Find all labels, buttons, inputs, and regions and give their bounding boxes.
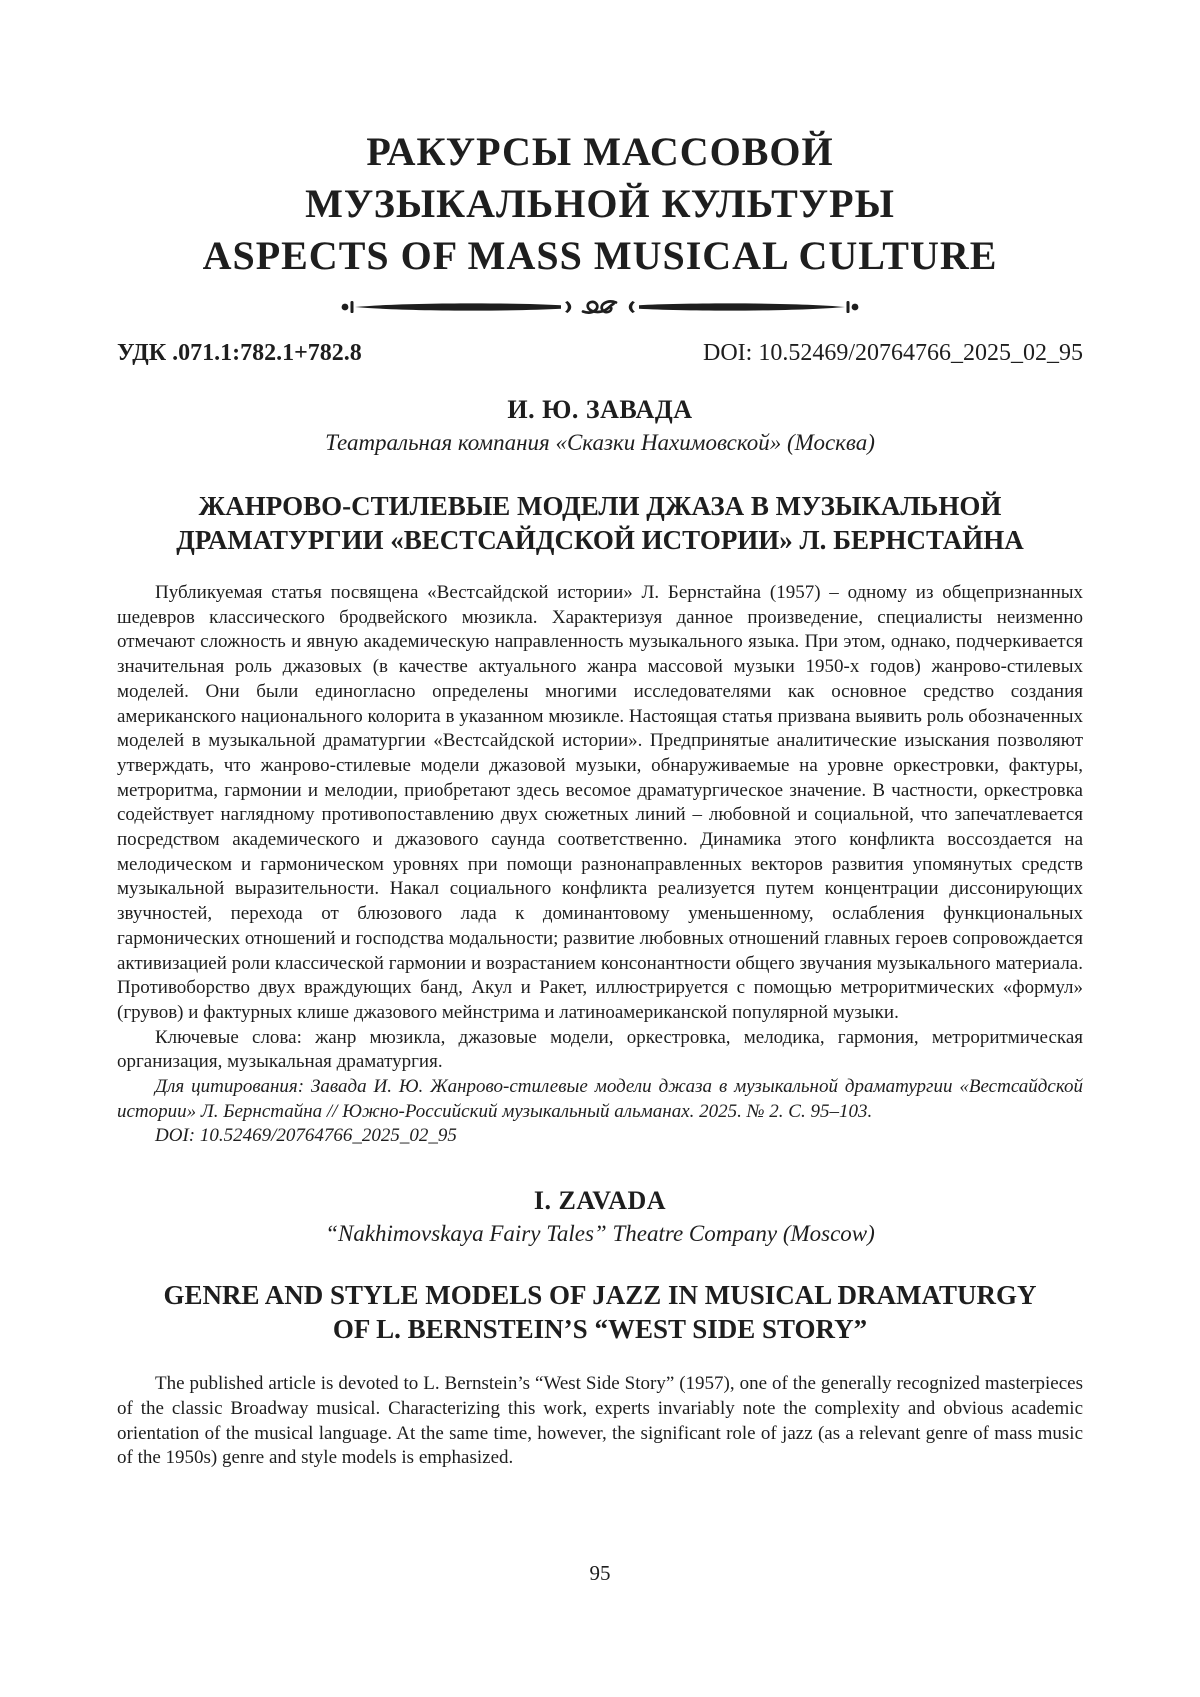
article-title-ru-line1: ЖАНРОВО-СТИЛЕВЫЕ МОДЕЛИ ДЖАЗА В МУЗЫКАЛЬНОЙ bbox=[198, 491, 1002, 521]
affiliation-en: “Nakhimovskaya Fairy Tales” Theatre Company (Moscow) bbox=[325, 1221, 875, 1247]
abstract-en: The published article is devoted to L. Bernstein’s “West Side Story” (1957), one of the generally recognized masterpieces of the classic Broadway musical. Characterizing this work, experts invariably note the complexity and obvious academic orientation of the musical language. At the same time, however, the significant role of jazz (as a relevant genre of mass music of the 1950s) genre and style models is emphasized. bbox=[117, 1373, 1083, 1469]
section-header bbox=[117, 126, 1083, 316]
keywords-text: жанр мюзикла, джазовые модели, оркестровка, мелодика, гармония, метроритмическая организация, музыкальная драматургия. bbox=[117, 1026, 1083, 1073]
article-title-en-line1: GENRE AND STYLE MODELS OF JAZZ IN MUSICAL DRAMATURGY bbox=[163, 1280, 1037, 1311]
author-ru: И. Ю. ЗАВАДА bbox=[507, 395, 693, 424]
page-number: 95 bbox=[589, 1561, 611, 1585]
article-title-en-line2: OF L. BERNSTEIN’S “WEST SIDE STORY” bbox=[332, 1314, 868, 1345]
section-title-ru-line1: РАКУРСЫ МАССОВОЙ bbox=[366, 129, 834, 174]
citation-text: Завада И. Ю. Жанрово-стилевые модели джаза в музыкальной драматургии «Вестсайдской истории» Л. Бернстайна // Южно-Российский музыкальный альманах. 2025. № 2. С. 95–103. bbox=[117, 1076, 1083, 1122]
article-title-ru bbox=[117, 489, 1083, 557]
citation-label: Для цитирования: bbox=[155, 1076, 311, 1098]
article-title-en bbox=[117, 1278, 1083, 1346]
meta-row bbox=[117, 338, 1083, 368]
abstract-ru: Публикуемая статья посвящена «Вестсайдской истории» Л. Бернстайна (1957) – одному из общепризнанных шедевров классического бродвейского мюзикла. Характеризуя данное произведение, специалисты неизменно отмечают сложность и явную академическую направленность музыкального языка. При этом, однако, подчеркивается значительная роль джазовых (в качестве актуального жанра массовой музыки 1950-х годов) жанрово-стилевых моделей. Они были единогласно определены многими исследователями как основное средство создания американского национального колорита в указанном мюзикле. Настоящая статья призвана выявить роль обозначенных моделей в музыкальной драматургии «Вестсайдской истории». Предпринятые аналитические изыскания позволяют утверждать, что жанрово-стилевые модели джазовой музыки, обнаруживаемые на уровне оркестровки, фактуры, метроритма, гармонии и мелодии, приобретают здесь весомое драматургическое значение. В частности, оркестровка содействует наглядному противопоставлению двух сюжетных линий – любовной и социальной, что запечатлевается посредством академического и джазового саунда соответственно. Динамика этого конфликта воссоздается на мелодическом и гармоническом уровнях при помощи разнонаправленных векторов развития упомянутых средств музыкальной выразительности. Накал социального конфликта реализуется путем концентрации диссонирующих звучностей, перехода от блюзового лада к доминантовому уменьшенному, ослабления функциональных гармонических отношений и господства модальности; развитие любовных отношений главных героев сопровождается активизацией роли классической гармонии и возрастанием консонантности общего звучания музыкального материала. Противоборство двух враждующих банд, Акул и Ракет, иллюстрируется с помощью метроритмических «формул» (грувов) и фактурных клише джазового мейнстрима и латиноамериканской популярной музыки. bbox=[117, 582, 1083, 1023]
doi-citation: DOI: 10.52469/20764766_2025_02_95 bbox=[155, 1125, 457, 1147]
doi-top: DOI: 10.52469/20764766_2025_02_95 bbox=[703, 340, 1083, 366]
article-en bbox=[117, 1185, 1083, 1471]
keywords-ru bbox=[117, 1026, 1083, 1075]
divider-ornament-icon bbox=[340, 298, 860, 316]
section-title-en: ASPECTS OF MASS MUSICAL CULTURE bbox=[202, 233, 998, 278]
citation-ru bbox=[117, 1075, 1083, 1124]
article-ru bbox=[117, 394, 1083, 1149]
keywords-label: Ключевые слова: bbox=[155, 1026, 316, 1048]
udc-code: УДК .071.1:782.1+782.8 bbox=[117, 340, 362, 366]
author-en: I. ZAVADA bbox=[533, 1186, 667, 1216]
section-title-ru-line2: МУЗЫКАЛЬНОЙ КУЛЬТУРЫ bbox=[305, 181, 895, 226]
article-title-ru-line2: ДРАМАТУРГИИ «ВЕСТСАЙДСКОЙ ИСТОРИИ» Л. БЕРНСТАЙНА bbox=[176, 525, 1024, 555]
affiliation-ru: Театральная компания «Сказки Нахимовской» (Москва) bbox=[325, 430, 875, 455]
divider bbox=[117, 298, 1083, 316]
